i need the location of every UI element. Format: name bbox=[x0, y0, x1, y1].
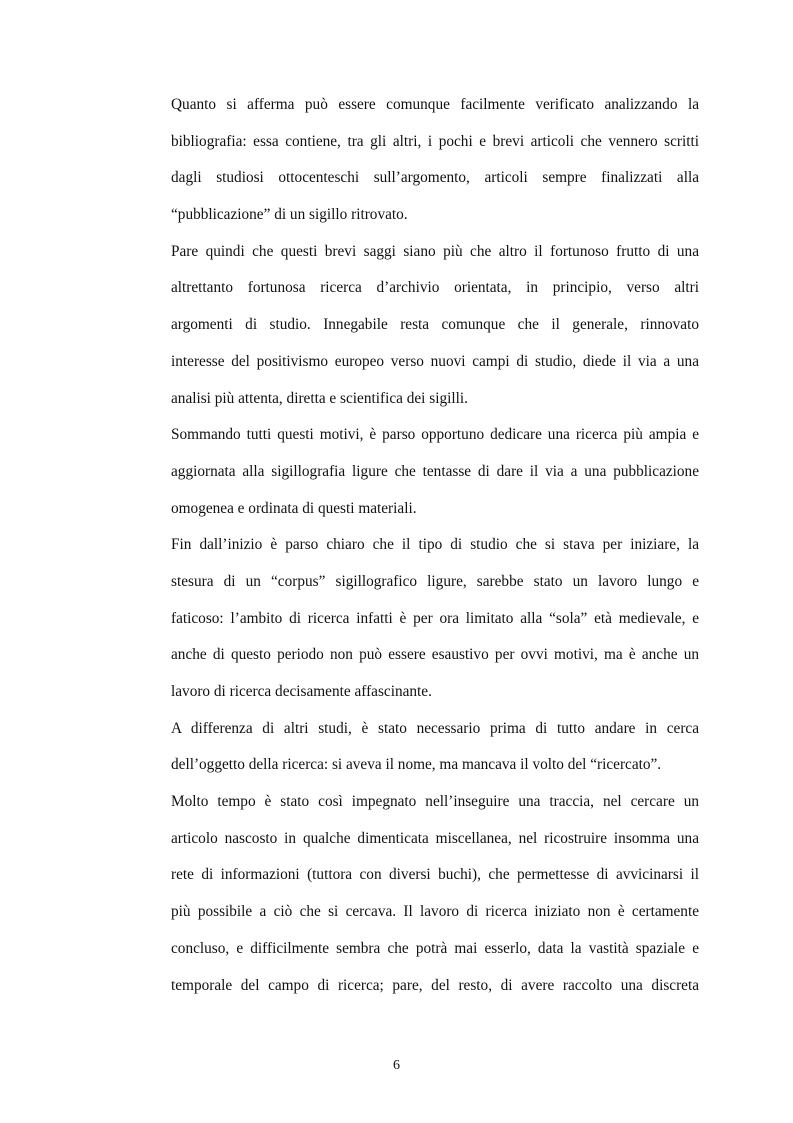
text-line: più possibile a ciò che si cercava. Il lavoro di ricerca iniziato non è certamente bbox=[171, 903, 699, 921]
text-line: aggiornata alla sigillografia ligure che tentasse di dare il via a una pubblicazione bbox=[171, 462, 699, 480]
text-line: concluso, e difficilmente sembra che potrà mai esserlo, data la vastità spaziale e bbox=[171, 939, 699, 957]
paragraph bbox=[171, 716, 699, 789]
text-line: A differenza di altri studi, è stato necessario prima di tutto andare in cerca bbox=[171, 719, 699, 737]
paragraph bbox=[171, 532, 699, 715]
text-line: analisi più attenta, diretta e scientifica dei sigilli. bbox=[171, 389, 468, 407]
text-line: lavoro di ricerca decisamente affascinante. bbox=[171, 683, 432, 700]
paragraph bbox=[171, 422, 699, 532]
text-line: temporale del campo di ricerca; pare, del resto, di avere raccolto una discreta bbox=[171, 976, 699, 994]
text-line: faticoso: l’ambito di ricerca infatti è per ora limitato alla “sola” età medievale, e bbox=[171, 609, 699, 627]
body-text bbox=[171, 92, 699, 1009]
text-line: “pubblicazione” di un sigillo ritrovato. bbox=[171, 206, 408, 224]
text-line: Pare quindi che questi brevi saggi siano più che altro il fortunoso frutto di una bbox=[171, 242, 699, 260]
paragraph bbox=[171, 239, 699, 422]
text-line: Fin dall’inizio è parso chiaro che il tipo di studio che si stava per iniziare, la bbox=[171, 536, 699, 554]
page-number: 6 bbox=[393, 1058, 400, 1073]
text-line: dell’oggetto della ricerca: si aveva il nome, ma mancava il volto del “ricercato”. bbox=[171, 756, 662, 774]
text-line: interesse del positivismo europeo verso nuovi campi di studio, diede il via a una bbox=[171, 352, 699, 370]
text-line: rete di informazioni (tuttora con diversi buchi), che permettesse di avvicinarsi il bbox=[171, 866, 699, 884]
text-line: Sommando tutti questi motivi, è parso opportuno dedicare una ricerca più ampia e bbox=[171, 426, 699, 444]
text-line: dagli studiosi ottocenteschi sull’argomento, articoli sempre finalizzati alla bbox=[171, 169, 699, 187]
text-line: argomenti di studio. Innegabile resta comunque che il generale, rinnovato bbox=[171, 316, 699, 334]
text-line: stesura di un “corpus” sigillografico ligure, sarebbe stato un lavoro lungo e bbox=[171, 572, 699, 590]
text-line: anche di questo periodo non può essere esaustivo per ovvi motivi, ma è anche un bbox=[171, 646, 699, 664]
text-line: omogenea e ordinata di questi materiali. bbox=[171, 499, 417, 517]
paragraph bbox=[171, 92, 699, 239]
text-line: articolo nascosto in qualche dimenticata miscellanea, nel ricostruire insomma una bbox=[171, 829, 699, 847]
text-line: Molto tempo è stato così impegnato nell’inseguire una traccia, nel cercare un bbox=[171, 793, 699, 811]
text-line: altrettanto fortunosa ricerca d’archivio orientata, in principio, verso altri bbox=[171, 279, 699, 297]
text-line: bibliografia: essa contiene, tra gli altri, i pochi e brevi articoli che vennero scritti bbox=[171, 132, 699, 150]
paragraph bbox=[171, 789, 699, 1009]
text-line: Quanto si afferma può essere comunque facilmente verificato analizzando la bbox=[171, 96, 699, 113]
